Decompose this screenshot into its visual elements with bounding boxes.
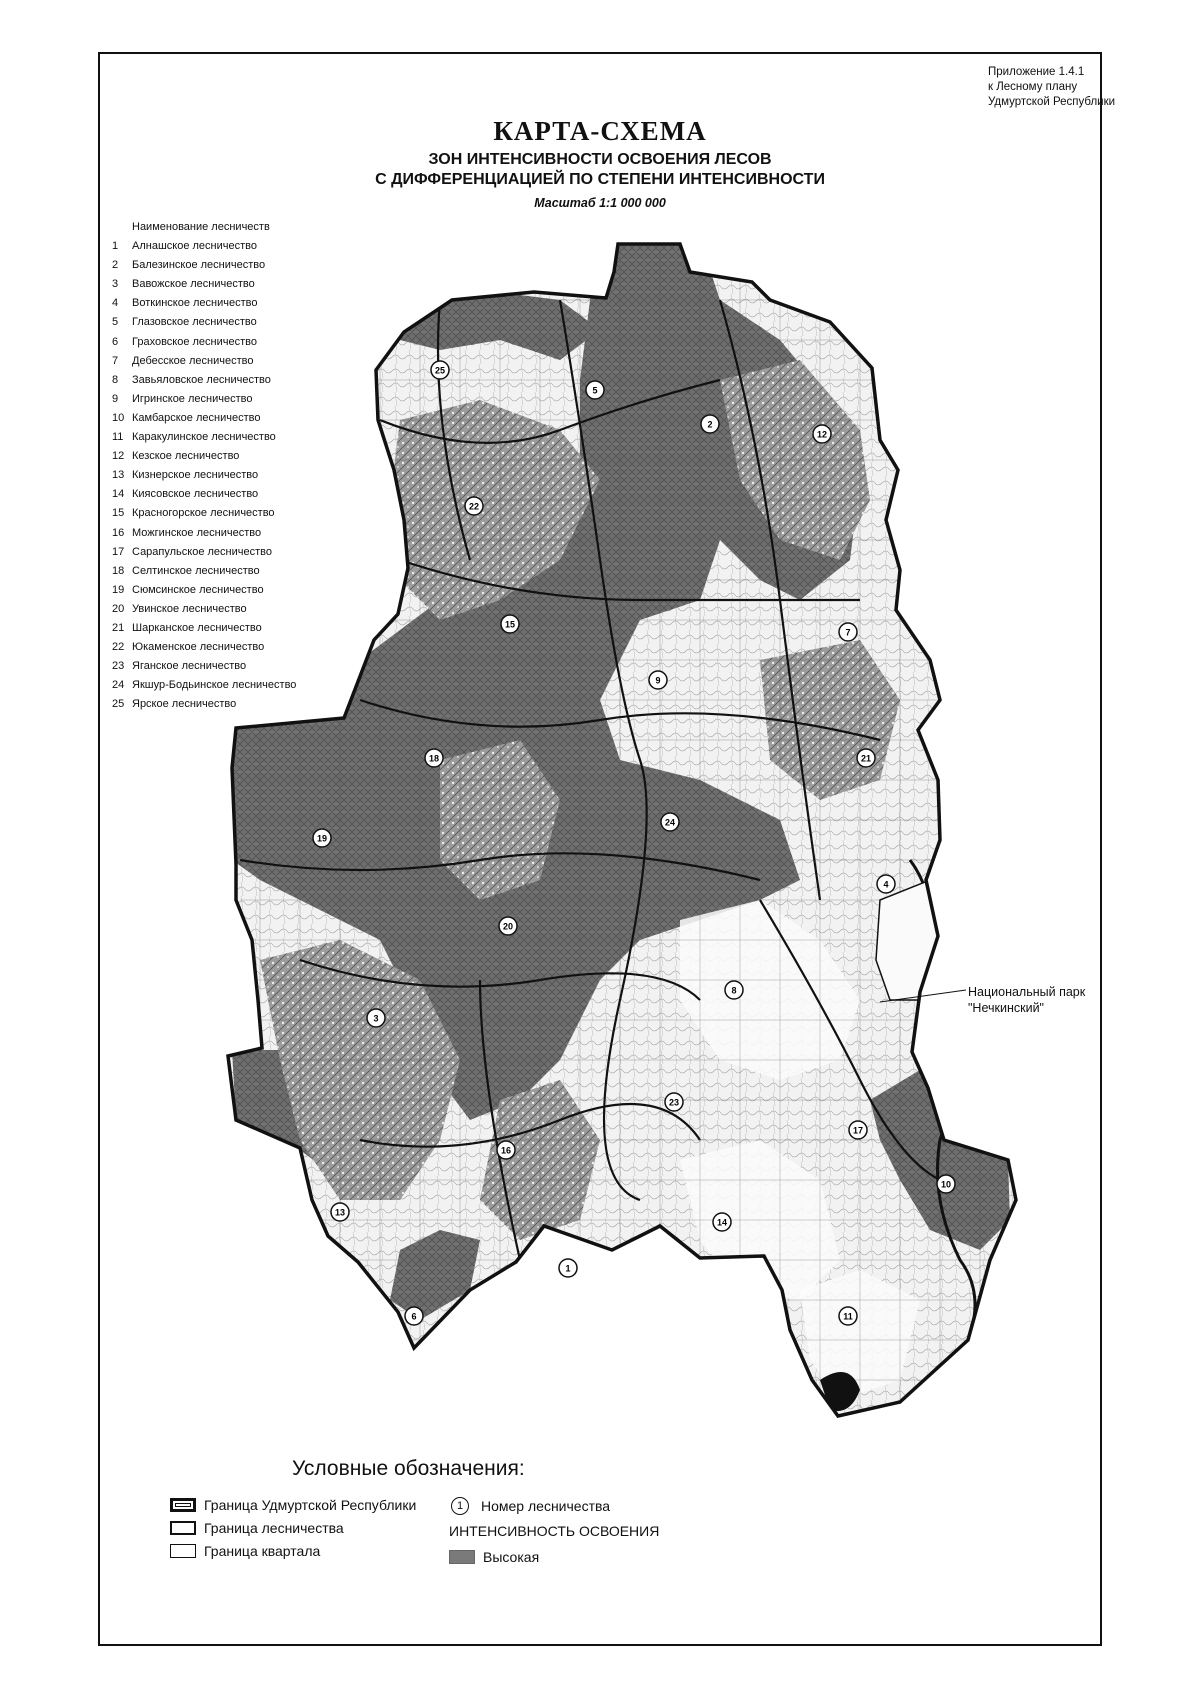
map-title: КАРТА-СХЕМА: [493, 116, 707, 146]
forestry-number: 25: [112, 698, 125, 711]
forestry-number: 20: [112, 602, 125, 615]
forestry-number: 19: [112, 583, 125, 596]
forestry-number: 24: [112, 679, 125, 692]
legend-high-intensity: [449, 1549, 539, 1565]
forestry-number: 17: [112, 545, 125, 558]
forestry-marker-label: 21: [860, 753, 872, 764]
forestry-number: 13: [112, 469, 125, 482]
park-label-line: "Нечкинский": [968, 1001, 1044, 1015]
legend-republic-border: [170, 1497, 416, 1513]
forestry-marker: [813, 425, 831, 443]
forestry-marker-label: 17: [852, 1125, 864, 1136]
forestry-number: 7: [112, 354, 119, 367]
forestry-border-swatch: [170, 1521, 196, 1535]
forestry-marker-label: 7: [845, 627, 851, 638]
legend-label: Граница Удмуртской Республики: [204, 1497, 417, 1513]
forestry-name: Балезинское лесничество: [132, 259, 266, 272]
legend-title: Условные обозначения:: [292, 1457, 525, 1480]
forestry-marker: [839, 1307, 857, 1325]
forestry-name: Кизнерское лесничество: [132, 469, 259, 482]
forestry-marker-label: 23: [668, 1097, 680, 1108]
forestry-name: Сюмсинское лесничество: [132, 583, 264, 596]
forestry-marker-label: 12: [816, 429, 828, 440]
forestry-marker-label: 1: [565, 1263, 571, 1274]
appendix-line: Приложение 1.4.1: [988, 66, 1085, 78]
map-subtitle-2: С ДИФФЕРЕНЦИАЦИЕЙ ПО СТЕПЕНИ ИНТЕНСИВНОСТИ: [375, 171, 825, 188]
forestry-marker-label: 25: [434, 365, 446, 376]
forestry-marker: [367, 1009, 385, 1027]
forestry-name: Воткинское лесничество: [132, 297, 258, 310]
forestry-number: 15: [112, 507, 125, 520]
forestry-marker-label: 11: [843, 1311, 853, 1322]
forestry-marker-label: 18: [428, 753, 440, 764]
forestry-marker: [937, 1175, 955, 1193]
forestry-number: 10: [112, 411, 125, 424]
high-intensity-swatch: [449, 1550, 475, 1564]
forestry-name: Дебесское лесничество: [132, 354, 254, 367]
forestry-marker: [501, 615, 519, 633]
forestry-marker: [649, 671, 667, 689]
forestry-number: 23: [112, 660, 125, 673]
forestry-number: 1: [112, 240, 119, 253]
forestry-name: Граховское лесничество: [132, 335, 257, 348]
forestry-marker-label: 13: [334, 1207, 346, 1218]
legend-label: Граница квартала: [204, 1543, 321, 1559]
forestry-name: Сарапульское лесничество: [132, 545, 272, 558]
forestry-marker: [713, 1213, 731, 1231]
forestry-number: 21: [112, 621, 125, 634]
forestry-marker-label: 2: [707, 419, 713, 430]
forestry-marker-label: 5: [592, 385, 598, 396]
map-scale: Масштаб 1:1 000 000: [534, 196, 666, 210]
legend-label: Высокая: [483, 1549, 540, 1565]
forestry-name: Красногорское лесничество: [132, 507, 275, 520]
forestry-name: Можгинское лесничество: [132, 526, 262, 539]
forestry-marker-label: 4: [883, 879, 889, 890]
forestry-name: Увинское лесничество: [132, 602, 247, 615]
forestry-name: Ярское лесничество: [132, 698, 237, 711]
forestry-name: Вавожское лесничество: [132, 278, 255, 291]
forestry-marker-label: 3: [373, 1013, 379, 1024]
forestry-number: 4: [112, 297, 119, 310]
forestry-marker: [497, 1141, 515, 1159]
legend-forestry-border: [170, 1520, 344, 1536]
legend-label: Граница лесничества: [204, 1520, 344, 1536]
forestry-name: Киясовское лесничество: [132, 488, 259, 501]
forestry-marker: [405, 1307, 423, 1325]
legend-quarter-border: [170, 1543, 320, 1559]
forestry-marker: [725, 981, 743, 999]
forestry-number: 14: [112, 488, 125, 501]
forestry-marker-label: 15: [504, 619, 516, 630]
forestry-number: 6: [112, 335, 119, 348]
forestry-number: 22: [112, 641, 125, 654]
forestry-marker: [559, 1259, 577, 1277]
appendix-line: к Лесному плану: [988, 81, 1078, 93]
forestry-marker: [499, 917, 517, 935]
forestry-marker: [465, 497, 483, 515]
forestry-number-symbol: 1: [451, 1497, 469, 1515]
republic-border-swatch: [170, 1498, 196, 1512]
legend-label: Номер лесничества: [481, 1498, 611, 1514]
national-park-label: [968, 984, 1085, 1016]
forestry-marker-label: 14: [716, 1217, 728, 1228]
forestry-marker: [857, 749, 875, 767]
map-subtitle-1: ЗОН ИНТЕНСИВНОСТИ ОСВОЕНИЯ ЛЕСОВ: [428, 151, 772, 168]
forestry-marker-label: 16: [500, 1145, 512, 1156]
forestry-marker-label: 6: [411, 1311, 417, 1322]
forestry-marker: [313, 829, 331, 847]
forestry-number: 16: [112, 526, 125, 539]
legend-intensity-header: [449, 1523, 659, 1539]
forestry-name: Глазовское лесничество: [132, 316, 257, 329]
forestry-marker: [661, 813, 679, 831]
forestry-marker: [425, 749, 443, 767]
forestry-number: 2: [112, 259, 119, 272]
forestry-name: Каракулинское лесничество: [132, 431, 276, 444]
forestry-marker: [877, 875, 895, 893]
forestry-name: Завьяловское лесничество: [132, 373, 271, 386]
forestry-marker: [701, 415, 719, 433]
appendix-line: Удмуртской Республики: [988, 96, 1116, 108]
forestry-marker-label: 10: [940, 1179, 952, 1190]
forestry-number: 9: [112, 392, 119, 405]
forestry-marker: [586, 381, 604, 399]
forestry-number: 8: [112, 373, 119, 386]
forestry-marker-label: 8: [731, 985, 737, 996]
forestry-list-header: Наименование лесничеств: [132, 221, 270, 233]
forestry-marker: [839, 623, 857, 641]
legend-forestry-number: [451, 1497, 610, 1515]
forestry-name: Алнашское лесничество: [132, 240, 257, 253]
forestry-marker-label: 22: [468, 501, 480, 512]
quarter-border-swatch: [170, 1544, 196, 1558]
forestry-marker: [431, 361, 449, 379]
forestry-marker-label: 20: [502, 921, 514, 932]
forestry-marker: [331, 1203, 349, 1221]
forestry-marker: [665, 1093, 683, 1111]
forestry-name: Кезское лесничество: [132, 450, 240, 463]
forestry-number: 3: [112, 278, 119, 291]
forestry-marker-label: 9: [655, 675, 661, 686]
forestry-name: Игринское лесничество: [132, 392, 253, 405]
park-label-line: Национальный парк: [968, 985, 1086, 999]
forestry-name: Камбарское лесничество: [132, 411, 261, 424]
legend-label: ИНТЕНСИВНОСТЬ ОСВОЕНИЯ: [449, 1523, 660, 1539]
forestry-marker-label: 24: [664, 817, 676, 828]
forestry-number: 12: [112, 450, 125, 463]
forestry-name: Яганское лесничество: [132, 660, 247, 673]
forestry-name: Шарканское лесничество: [132, 621, 262, 634]
forestry-name: Юкаменское лесничество: [132, 641, 265, 654]
forestry-number: 11: [112, 431, 124, 444]
forestry-marker: [849, 1121, 867, 1139]
forestry-marker-label: 19: [316, 833, 328, 844]
forestry-number: 18: [112, 564, 125, 577]
forestry-number: 5: [112, 316, 119, 329]
forestry-name: Якшур-Бодьинское лесничество: [132, 679, 297, 692]
forestry-name: Селтинское лесничество: [132, 564, 260, 577]
